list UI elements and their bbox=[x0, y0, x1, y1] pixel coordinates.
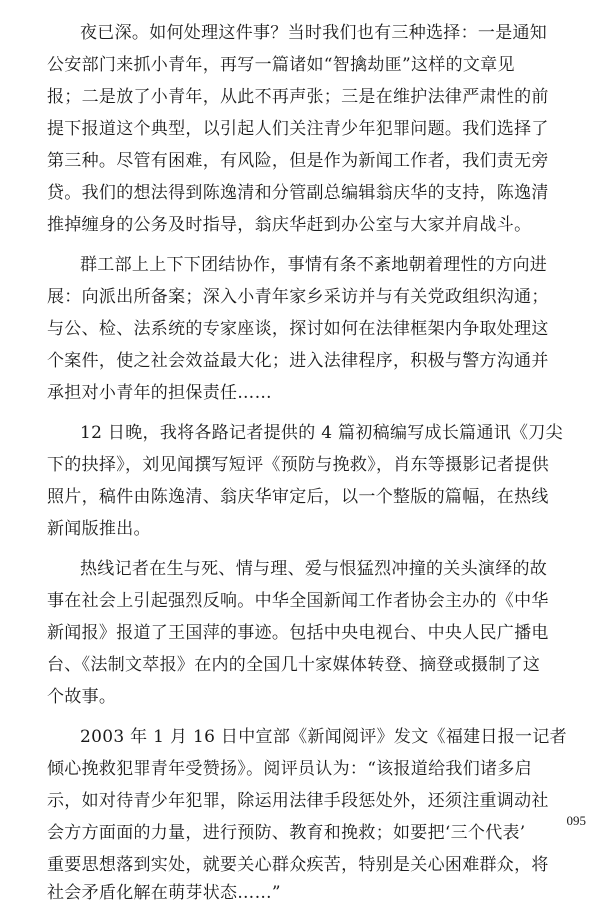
text-line: 群工部上上下下团结协作，事情有条不紊地朝着理性的方向进 bbox=[80, 255, 548, 275]
text-line: 个故事。 bbox=[47, 687, 117, 707]
text-line: 事在社会上引起强烈反响。中华全国新闻工作者协会主办的《中华 bbox=[47, 591, 549, 611]
page-number: 095 bbox=[566, 813, 586, 828]
text-line: 承担对小青年的担保责任…… bbox=[47, 383, 272, 403]
text-line: 社会矛盾化解在萌芽状态……” bbox=[47, 883, 281, 903]
text-line: 公安部门来抓小青年，再写一篇诸如“智擒劫匪”这样的文章见 bbox=[47, 55, 515, 75]
text-line: 提下报道这个典型，以引起人们关注青少年犯罪问题。我们选择了 bbox=[47, 119, 549, 139]
text-line: 热线记者在生与死、情与理、爱与恨猛烈冲撞的关头演绎的故 bbox=[80, 559, 548, 579]
text-line: 个案件，使之社会效益最大化；进入法律程序，积极与警方沟通并 bbox=[47, 351, 549, 371]
text-line: 重要思想落到实处，就要关心群众疾苦，特别是关心困难群众，将 bbox=[47, 855, 549, 875]
text-line: 与公、检、法系统的专家座谈，探讨如何在法律框架内争取处理这 bbox=[47, 319, 549, 339]
text-line: 会方方面面的力量，进行预防、教育和挽救；如要把‘三个代表’ bbox=[47, 823, 526, 843]
text-line: 第三种。尽管有困难，有风险，但是作为新闻工作者，我们责无旁 bbox=[47, 151, 549, 171]
text-line: 台、《法制文萃报》在内的全国几十家媒体转登、摘登或摄制了这 bbox=[47, 655, 541, 675]
text-line: 夜已深。如何处理这件事？当时我们也有三种选择：一是通知 bbox=[80, 23, 548, 43]
text-line: 倾心挽救犯罪青年受赞扬》。阅评员认为：“该报道给我们诸多启 bbox=[47, 759, 532, 779]
text-line: 照片，稿件由陈逸清、翁庆华审定后，以一个整版的篇幅，在热线 bbox=[47, 487, 549, 507]
text-line: 报；二是放了小青年，从此不再声张；三是在维护法律严肃性的前 bbox=[47, 87, 549, 107]
text-line: 下的抉择》，刘见闻撰写短评《预防与挽救》，肖东等摄影记者提供 bbox=[47, 455, 549, 475]
text-line: 新闻报》报道了王国萍的事迹。包括中央电视台、中央人民广播电 bbox=[47, 623, 549, 643]
text-line: 示，如对待青少年犯罪，除运用法律手段惩处外，还须注重调动社 bbox=[47, 791, 549, 811]
text-line: 贷。我们的想法得到陈逸清和分管副总编辑翁庆华的支持，陈逸清 bbox=[47, 183, 549, 203]
text-line: 新闻版推出。 bbox=[47, 519, 151, 539]
text-line: 12 日晚，我将各路记者提供的 4 篇初稿编写成长篇通讯《刀尖 bbox=[80, 423, 563, 443]
text-line: 展：向派出所备案；深入小青年家乡采访并与有关党政组织沟通； bbox=[47, 287, 549, 307]
text-line: 推掉缠身的公务及时指导，翁庆华赶到办公室与大家并肩战斗。 bbox=[47, 215, 532, 235]
text-line: 2003 年 1 月 16 日中宣部《新闻阅评》发文《福建日报一记者 bbox=[80, 727, 567, 747]
